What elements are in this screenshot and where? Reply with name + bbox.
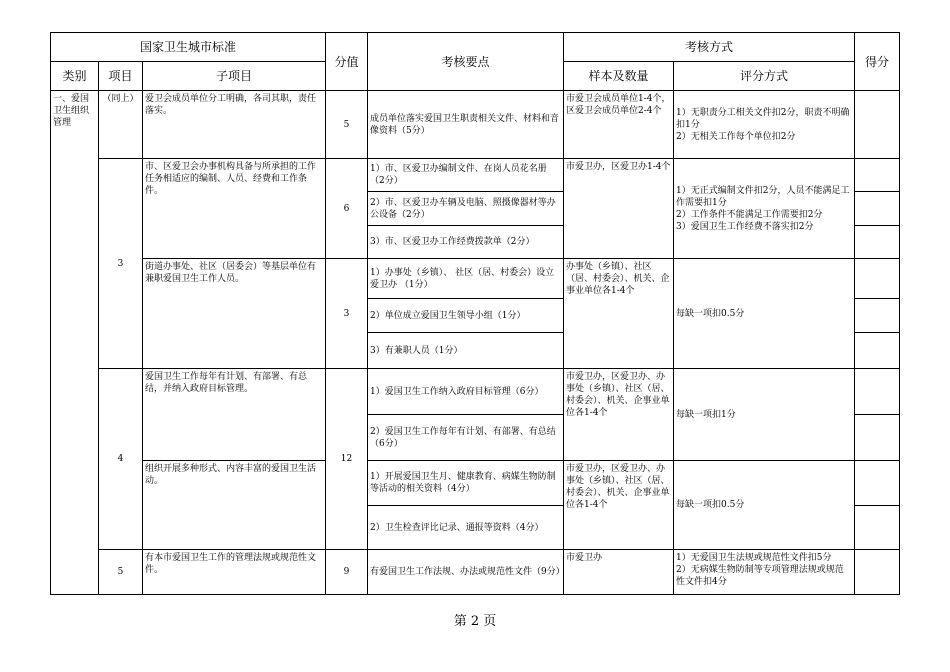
- sample-cell: 市爱卫办，区爱卫办、办事处（乡镇）、社区（居、村委会）、机关、企事业单位各1-4个: [564, 369, 674, 461]
- header-category: 类别: [51, 62, 99, 91]
- subitem-cell: 组织开展多种形式、内容丰富的爱国卫生活动。: [143, 461, 326, 550]
- category-cell: 一、爱国卫生组织管理: [51, 91, 99, 595]
- subitem-cell: 街道办事处、社区（居委会）等基层单位有兼职爱国卫生工作人员。: [143, 259, 326, 369]
- result-cell[interactable]: [855, 299, 900, 333]
- header-subitem: 子项目: [143, 62, 326, 91]
- point-cell: 2）市、区爱卫办车辆及电脑、照摄像器材等办公设备（2分）: [368, 192, 564, 226]
- sample-cell: 市爱卫会成员单位1-4个，区爱卫会成员单位2-4个: [564, 91, 674, 159]
- result-cell[interactable]: [855, 91, 900, 159]
- scoring-cell: 1）无爱国卫生法规或规范性文件扣5分 2）无病媒生物防制等专项管理法规或规范性文件扣4分: [674, 550, 855, 595]
- score-cell: 5: [326, 91, 368, 159]
- point-cell: 1）办事处（乡镇）、 社区（居、村委会）设立爱卫办 （1分）: [368, 259, 564, 299]
- table-row: [51, 550, 900, 595]
- point-cell: 1）开展爱国卫生月、健康教育、病媒生物防制等活动的相关资料（4分）: [368, 461, 564, 506]
- table-row: [51, 369, 900, 415]
- item-cell: 3: [99, 159, 143, 369]
- scoring-cell: 每缺一项扣0.5分: [674, 461, 855, 550]
- scoring-cell: 1）无正式编制文件扣2分，人员不能满足工作需要扣1分 2）工作条件不能满足工作需要扣2分 3）爱国卫生工作经费不落实扣2分: [674, 159, 855, 259]
- point-cell: 有爱国卫生工作法规、办法或规范性文件（9分）: [368, 550, 564, 595]
- table-row: [51, 91, 900, 159]
- result-cell[interactable]: [855, 461, 900, 506]
- sample-cell: 市爱卫办，区爱卫办1-4个: [564, 159, 674, 259]
- point-cell: 2）单位成立爱国卫生领导小组（1分）: [368, 299, 564, 333]
- result-cell[interactable]: [855, 159, 900, 192]
- result-cell[interactable]: [855, 192, 900, 226]
- result-cell[interactable]: [855, 550, 900, 595]
- point-cell: 成员单位落实爱国卫生职责相关文件、材料和音像资料（5分）: [368, 91, 564, 159]
- subitem-cell: 爱国卫生工作每年有计划、有部署、有总结，并纳入政府目标管理。: [143, 369, 326, 461]
- result-cell[interactable]: [855, 226, 900, 259]
- result-cell[interactable]: [855, 333, 900, 369]
- point-cell: 3）市、区爱卫办工作经费拨款单（2分）: [368, 226, 564, 259]
- table-row: [51, 461, 900, 506]
- header-scoring: 评分方式: [674, 62, 855, 91]
- scoring-cell: 每缺一项扣1分: [674, 369, 855, 461]
- header-key-points: 考核要点: [368, 33, 564, 91]
- score-cell: 6: [326, 159, 368, 259]
- standards-table: [50, 32, 900, 595]
- result-cell[interactable]: [855, 415, 900, 461]
- point-cell: 3）有兼职人员（1分）: [368, 333, 564, 369]
- scoring-cell: 每缺一项扣0.5分: [674, 259, 855, 369]
- subitem-cell: 市、区爱卫会办事机构具备与所承担的工作任务相适应的编制、人员、经费和工作条件。: [143, 159, 326, 259]
- score-cell: 3: [326, 259, 368, 369]
- score-cell: 9: [326, 550, 368, 595]
- header-sample: 样本及数量: [564, 62, 674, 91]
- score-cell: 12: [326, 369, 368, 550]
- header-result: 得分: [855, 33, 900, 91]
- point-cell: 1）市、区爱卫办编制文件、在岗人员花名册（2分）: [368, 159, 564, 192]
- header-item: 项目: [99, 62, 143, 91]
- header-score: 分值: [326, 33, 368, 91]
- sample-cell: 办事处（乡镇）、社区（居、村委会）、机关、企事业单位各1-4个: [564, 259, 674, 369]
- scoring-cell: 1）无职责分工相关文件扣2分，职责不明确扣1分 2）无相关工作每个单位扣2分: [674, 91, 855, 159]
- subitem-cell: 有本市爱国卫生工作的管理法规或规范性文件。: [143, 550, 326, 595]
- result-cell[interactable]: [855, 369, 900, 415]
- page-number: 第 2 页: [453, 614, 497, 629]
- item-cell: 4: [99, 369, 143, 550]
- item-cell: 5: [99, 550, 143, 595]
- point-cell: 2）卫生检查评比记录、通报等资料（4分）: [368, 506, 564, 550]
- table-row: [51, 159, 900, 192]
- table-row: [51, 259, 900, 299]
- result-cell[interactable]: [855, 259, 900, 299]
- item-cell: （同上）: [99, 91, 143, 159]
- point-cell: 2）爱国卫生工作每年有计划、有部署、有总结（6分）: [368, 415, 564, 461]
- subitem-cell: 爱卫会成员单位分工明确，各司其职，责任落实。: [143, 91, 326, 159]
- sample-cell: 市爱卫办: [564, 550, 674, 595]
- header-method: 考核方式: [564, 33, 855, 62]
- sample-cell: 市爱卫办，区爱卫办、办事处（乡镇）、社区（居、村委会）、机关、企事业单位各1-4个: [564, 461, 674, 550]
- header-standard: 国家卫生城市标准: [51, 33, 326, 62]
- result-cell[interactable]: [855, 506, 900, 550]
- point-cell: 1）爱国卫生工作纳入政府目标管理（6分）: [368, 369, 564, 415]
